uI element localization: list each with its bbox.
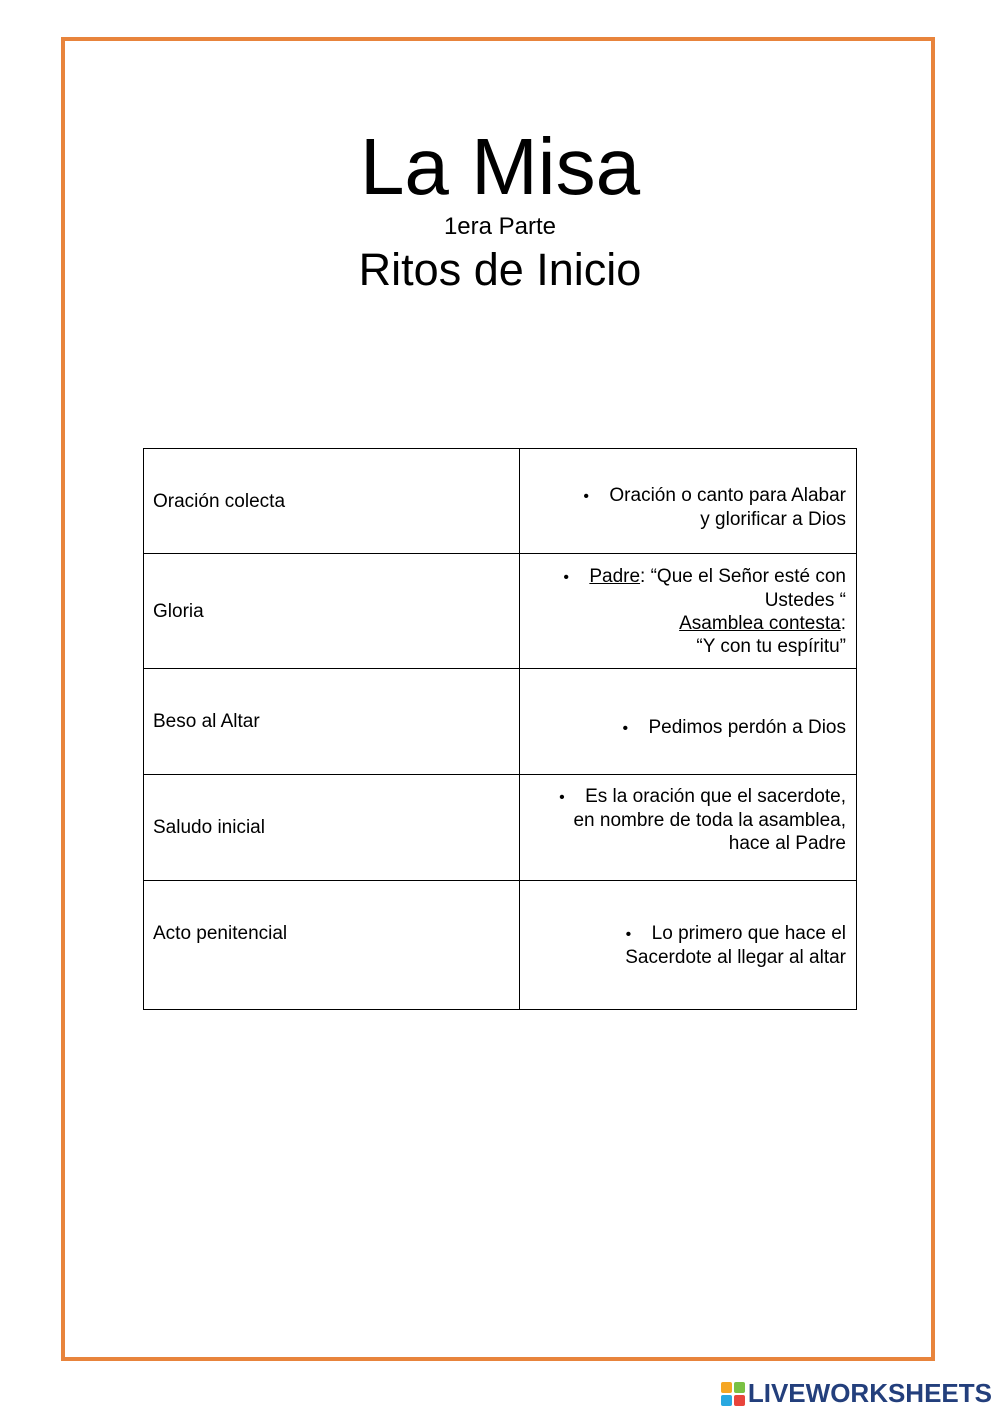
term-cell[interactable] — [144, 881, 520, 1010]
liveworksheets-logo-icon — [721, 1382, 745, 1406]
term-cell[interactable] — [144, 449, 520, 554]
definition-cell[interactable] — [520, 775, 857, 881]
definition-text: • Oración o canto para Alabar y glorificar a Dios — [583, 484, 846, 530]
bullet-icon: • — [583, 487, 590, 505]
bullet-icon: • — [622, 719, 629, 737]
page-title: La Misa — [359, 122, 641, 211]
table-row — [144, 775, 857, 881]
watermark-text: LIVEWORKSHEETS — [747, 1378, 992, 1408]
definition-cell[interactable] — [520, 449, 857, 554]
watermark — [721, 1378, 992, 1409]
term-text: Oración colecta — [153, 490, 286, 512]
definition-text: • Es la oración que el sacerdote, en nombre de toda la asamblea, hace al Padre — [559, 785, 846, 854]
term-text: Saludo inicial — [153, 817, 265, 838]
term-text: Acto penitencial — [153, 922, 288, 944]
definition-text: • Padre: “Que el Señor esté con Ustedes “ Asamblea contesta: “Y con tu espíritu” — [563, 565, 846, 657]
term-cell[interactable] — [144, 775, 520, 881]
bullet-icon: • — [559, 788, 565, 806]
definition-cell[interactable] — [520, 554, 857, 669]
section-heading: Ritos de Inicio — [358, 244, 642, 295]
table-row — [144, 669, 857, 775]
matching-table — [143, 448, 857, 1010]
definition-cell[interactable] — [520, 881, 857, 1010]
definition-text: • Lo primero que hace el Sacerdote al llegar al altar — [625, 922, 846, 968]
term-text: Beso al Altar — [153, 711, 260, 732]
term-cell[interactable] — [144, 669, 520, 775]
bullet-icon: • — [563, 568, 569, 586]
page-subtitle: 1era Parte — [443, 213, 557, 240]
term-text: Gloria — [153, 600, 204, 622]
bullet-icon: • — [625, 925, 632, 943]
table-row — [144, 881, 857, 1010]
table-row — [144, 449, 857, 554]
definition-text: • Pedimos perdón a Dios — [622, 716, 846, 738]
table-row — [144, 554, 857, 669]
term-cell[interactable] — [144, 554, 520, 669]
definition-cell[interactable] — [520, 669, 857, 775]
